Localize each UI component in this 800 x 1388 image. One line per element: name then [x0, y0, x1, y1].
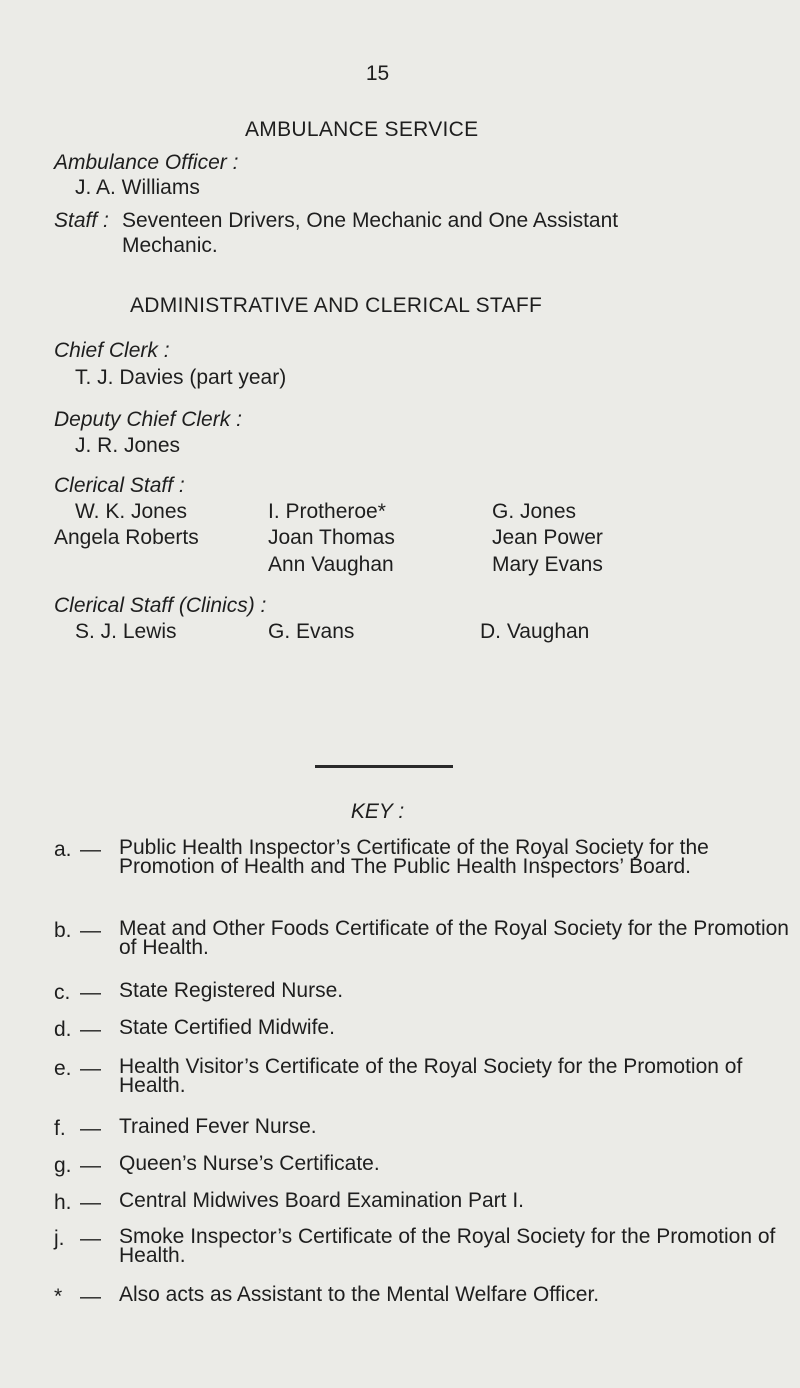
clerical-name: Jean Power — [492, 526, 603, 549]
key-dash: — — [80, 1018, 101, 1041]
key-dash: — — [80, 1191, 101, 1214]
clinics-staff-label: Clerical Staff (Clinics) : — [54, 594, 267, 617]
key-dash: — — [80, 1285, 101, 1308]
clerical-name: Angela Roberts — [54, 526, 199, 549]
key-letter: c. — [54, 981, 71, 1004]
clerical-name: G. Jones — [492, 500, 577, 523]
key-letter: g. — [54, 1154, 72, 1177]
key-text: Also acts as Assistant to the Mental Welfare Officer. — [119, 1283, 600, 1306]
key-text: Queen’s Nurse’s Certificate. — [119, 1152, 380, 1175]
key-letter: b. — [54, 919, 72, 942]
key-letter: f. — [54, 1117, 66, 1140]
ambulance-staff-line2: Mechanic. — [122, 234, 218, 257]
ambulance-staff-label: Staff : — [54, 209, 109, 232]
key-dash: — — [80, 1117, 101, 1140]
key-title: KEY : — [350, 800, 405, 823]
ambulance-officer-name: J. A. Williams — [75, 176, 200, 199]
deputy-clerk-name: J. R. Jones — [75, 434, 181, 457]
key-text: State Registered Nurse. — [119, 979, 344, 1002]
deputy-clerk-label: Deputy Chief Clerk : — [54, 408, 242, 431]
clerical-name: I. Protheroe* — [268, 500, 386, 523]
clerical-staff-label: Clerical Staff : — [54, 474, 185, 497]
key-dash: — — [80, 1154, 101, 1177]
key-dash: — — [80, 1057, 101, 1080]
key-text: State Certified Midwife. — [119, 1016, 335, 1039]
key-text: Central Midwives Board Examination Part I. — [119, 1189, 524, 1212]
clerical-name: Ann Vaughan — [268, 553, 394, 576]
key-letter: h. — [54, 1191, 72, 1214]
clinics-name: D. Vaughan — [480, 620, 590, 643]
page-number: 15 — [365, 62, 390, 85]
key-text: Trained Fever Nurse. — [119, 1115, 317, 1138]
chief-clerk-label: Chief Clerk : — [54, 339, 170, 362]
clinics-name: S. J. Lewis — [75, 620, 177, 643]
ambulance-staff-line1: Seventeen Drivers, One Mechanic and One Assistant — [122, 209, 619, 232]
section-divider — [315, 765, 453, 768]
key-text: Smoke Inspector’s Certificate of the Royal Society for the Promotion of Health. — [119, 1225, 776, 1267]
key-text: Meat and Other Foods Certificate of the Royal Society for the Promotion of Health. — [119, 917, 789, 959]
clerical-name: Joan Thomas — [268, 526, 395, 549]
key-letter: e. — [54, 1057, 72, 1080]
ambulance-officer-label: Ambulance Officer : — [54, 151, 239, 174]
key-text: Public Health Inspector’s Certificate of the Royal Society for the Promotion of Health and The Public Health Inspectors’ Board. — [119, 836, 709, 878]
key-letter: j. — [54, 1227, 65, 1250]
key-dash: — — [80, 981, 101, 1004]
clerical-name: Mary Evans — [492, 553, 603, 576]
key-dash: — — [80, 919, 101, 942]
key-letter: a. — [54, 838, 72, 861]
key-letter: * — [54, 1285, 63, 1308]
clinics-name: G. Evans — [268, 620, 355, 643]
key-letter: d. — [54, 1018, 72, 1041]
admin-heading: ADMINISTRATIVE AND CLERICAL STAFF — [130, 294, 543, 317]
key-dash: — — [80, 1227, 101, 1250]
clerical-name: W. K. Jones — [75, 500, 188, 523]
key-dash: — — [80, 838, 101, 861]
ambulance-heading: AMBULANCE SERVICE — [245, 118, 479, 141]
chief-clerk-name: T. J. Davies (part year) — [75, 366, 287, 389]
key-text: Health Visitor’s Certificate of the Royal Society for the Promotion of Health. — [119, 1055, 743, 1097]
